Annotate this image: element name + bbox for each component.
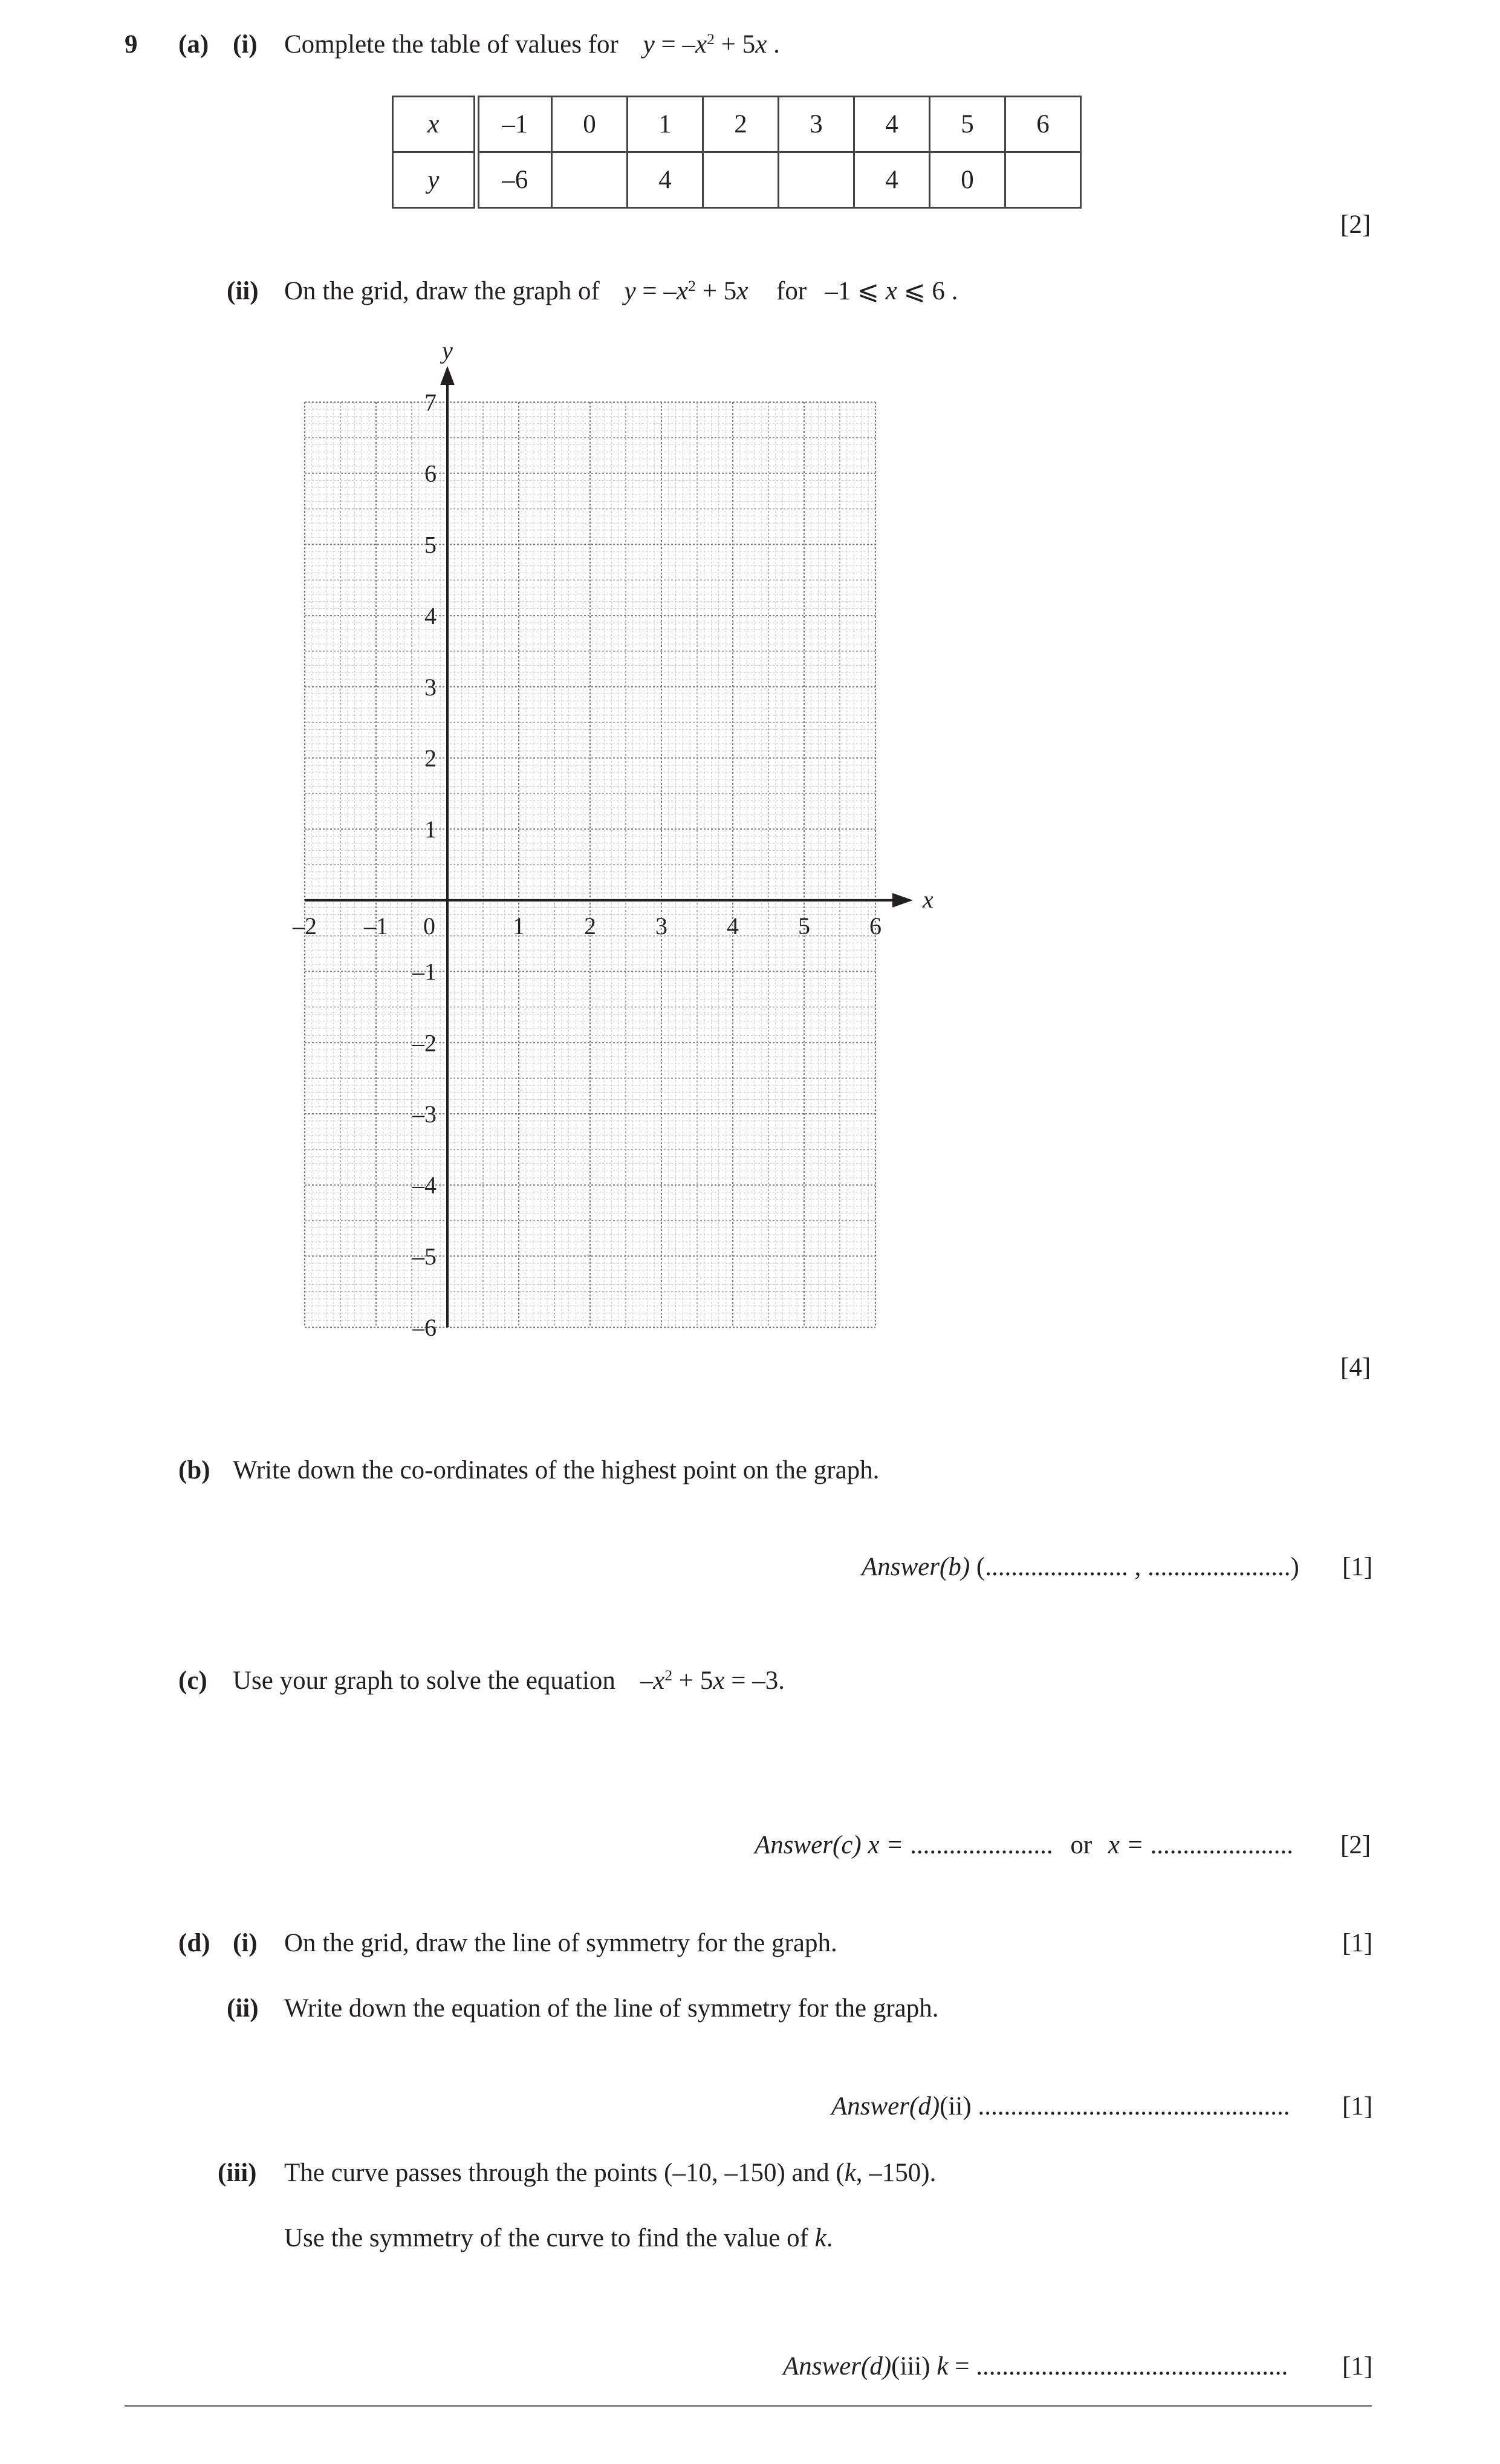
part-d-i-instruction: On the grid, draw the line of symmetry for the graph. [284, 1929, 837, 1957]
table-cell-x: 3 [779, 97, 854, 152]
answer-label: Answer(d) [783, 2352, 892, 2381]
or-text: or [1070, 1831, 1093, 1859]
table-cell-x: 2 [703, 97, 779, 152]
table-cell-x: 0 [552, 97, 628, 152]
marks-d-ii: [1] [1342, 2092, 1373, 2121]
table-cell-y[interactable]: 4 [854, 152, 930, 208]
table-cell-y[interactable]: –6 [476, 152, 552, 208]
answer-blank[interactable]: ................................................ [978, 2092, 1290, 2121]
marks-d-iii: [1] [1342, 2352, 1373, 2381]
part-c-instruction [233, 1668, 785, 1694]
y-tick-label: 1 [424, 816, 437, 844]
equation: $y = -x^2 + 5x$ [624, 276, 748, 305]
y-tick-label: 7 [424, 389, 437, 416]
y-tick-label: 3 [424, 673, 437, 701]
x-tick-label: –2 [293, 912, 317, 940]
answer-c-line [755, 1832, 1293, 1858]
marks-c: [2] [1340, 1831, 1371, 1859]
y-tick-label: 6 [424, 460, 437, 487]
answer-b-line [862, 1554, 1299, 1580]
part-d-label: (d) [178, 1929, 210, 1957]
table-cell-x: 1 [628, 97, 703, 152]
x-tick-label: –1 [364, 912, 388, 940]
part-d-iii-label: (iii) [218, 2159, 257, 2187]
y-tick-label: –1 [412, 958, 437, 986]
part-d-ii-label: (ii) [227, 1994, 259, 2023]
part-d-ii-instruction: Write down the equation of the line of symmetry for the graph. [284, 1994, 939, 2023]
part-b-label: (b) [178, 1456, 210, 1484]
answer-label: Answer(d) [831, 2092, 940, 2121]
part-c-label: (c) [178, 1666, 207, 1695]
x-axis-arrow [892, 893, 913, 908]
x-tick-label: 5 [798, 912, 810, 940]
table-cell-x: 5 [930, 97, 1005, 152]
x-tick-label: 3 [655, 912, 667, 940]
answer-blank-2[interactable]: ...................... [1150, 1831, 1294, 1859]
table-cell-x: –1 [476, 97, 552, 152]
x-tick-label: 2 [584, 912, 596, 940]
answer-blank-1[interactable]: ...................... [910, 1831, 1053, 1859]
instruction-text: On the grid, draw the graph of [284, 277, 600, 305]
y-header: y [393, 152, 476, 208]
part-d-iii-text2: Use the symmetry of the curve to find the value of k. [284, 2224, 833, 2252]
table-cell-y[interactable]: 4 [628, 152, 703, 208]
marks-b: [1] [1342, 1553, 1373, 1581]
y-tick-label: –6 [412, 1314, 437, 1342]
table-cell-x: 4 [854, 97, 930, 152]
equation: $y = -x^2 + 5x$ . [643, 30, 780, 59]
part-a-ii-label: (ii) [227, 277, 259, 305]
y-axis-arrow [440, 366, 455, 385]
marks-a-ii: [4] [1340, 1353, 1371, 1382]
answer-d-iii-line: Answer(d)(iii) k = ................................................ [783, 2352, 1288, 2381]
marks-a-i: [2] [1340, 210, 1371, 239]
part-d-iii-text: The curve passes through the points (–10, –150) and (k, –150). [284, 2159, 937, 2187]
part-d-i-label: (i) [233, 1929, 258, 1957]
range: for –1 ⩽ x ⩽ 6 . [776, 277, 958, 305]
instruction-text: Use your graph to solve the equation [233, 1666, 615, 1695]
x-axis-label: x [923, 885, 933, 913]
answer-d-ii-line [831, 2093, 1290, 2119]
x-tick-label: 1 [513, 912, 525, 940]
part-a-i-label: (i) [233, 30, 258, 59]
x-header: x [393, 97, 476, 152]
answer-blank[interactable]: ................................................ [976, 2352, 1288, 2381]
answer-sub: (ii) [940, 2092, 972, 2121]
x-tick-label: 0 [423, 912, 435, 940]
x-equals: x = [1108, 1831, 1151, 1859]
question-number: 9 [125, 30, 138, 59]
y-tick-label: –4 [412, 1171, 437, 1199]
y-tick-label: 4 [424, 602, 437, 630]
answer-label: Answer(c) x = [755, 1831, 911, 1859]
instruction-text: Complete the table of values for [284, 30, 619, 59]
y-axis-label: y [442, 337, 453, 364]
answer-k: k [937, 2352, 949, 2381]
y-tick-label: 2 [424, 744, 437, 772]
y-tick-label: 5 [424, 531, 437, 559]
marks-d-i: [1] [1342, 1929, 1373, 1957]
y-tick-label: –2 [412, 1029, 437, 1057]
table-cell-x: 6 [1005, 97, 1081, 152]
y-tick-label: –3 [412, 1100, 437, 1128]
answer-label: Answer(b) [862, 1553, 970, 1581]
x-tick-label: 6 [869, 912, 881, 940]
x-tick-label: 4 [727, 912, 739, 940]
bottom-rule [125, 2405, 1372, 2407]
y-tick-label: –5 [412, 1243, 437, 1270]
part-b-instruction: Write down the co-ordinates of the highest point on the graph. [233, 1456, 880, 1484]
answer-sub: (iii) [891, 2352, 937, 2381]
table-cell-y[interactable]: 0 [930, 152, 1005, 208]
answer-blank[interactable]: (...................... , ......................) [976, 1553, 1299, 1581]
part-a-label: (a) [178, 30, 209, 59]
equation: $-x^2 + 5x = -3$. [640, 1666, 785, 1695]
